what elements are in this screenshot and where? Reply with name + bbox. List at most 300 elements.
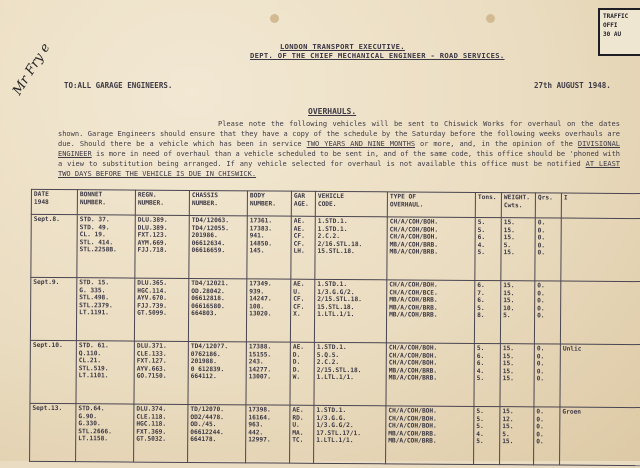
cell-line: U. <box>292 421 300 429</box>
cell-code <box>314 405 386 464</box>
cell-line: 12997. <box>248 436 271 444</box>
cell-line: 15. <box>502 352 515 360</box>
table-row <box>30 340 640 407</box>
cell-code <box>314 279 386 343</box>
cell-line: 2/15.STL.18. <box>316 366 362 374</box>
cell-line: 13020. <box>249 310 272 318</box>
cell-date <box>30 403 76 461</box>
cell-overhaul <box>386 343 474 407</box>
cell-line: STL.519. <box>78 364 109 373</box>
cell-cwts <box>501 218 535 281</box>
cell-garage <box>291 216 315 279</box>
cell-line: Q.110. <box>78 349 102 357</box>
cell-line: DLU.365. <box>137 279 168 287</box>
cell-line: MB/A/COH/BRB. <box>388 367 438 375</box>
cell-line: 5. <box>502 430 510 438</box>
cell-line: 15. <box>503 282 515 290</box>
cell-bonnet <box>76 404 134 462</box>
cell-line: HGC.118. <box>136 420 167 428</box>
cell-line: G.90. <box>78 412 98 420</box>
cell-line: CH/A/COH/BOH. <box>389 218 439 226</box>
cell-line: 06612634. <box>191 239 226 247</box>
cell-line: 17388. <box>248 343 272 351</box>
cell-line: 15. <box>502 367 514 375</box>
cell-code <box>315 216 387 280</box>
header-label: TYPE OF OVERHAUL. <box>389 193 424 209</box>
cell-line: FJJ.739. <box>137 302 167 310</box>
col-cwts <box>501 193 535 218</box>
cell-line: 17349. <box>249 280 272 288</box>
cell-regn <box>134 404 188 462</box>
cell-line: 1.LTL.1/1. <box>316 437 354 445</box>
recipient-line: TO:ALL GARAGE ENGINEERS. <box>64 81 173 90</box>
cell-bonnet <box>76 341 134 404</box>
stamp-line: 30 AU <box>603 31 622 38</box>
cell-extra <box>561 218 640 282</box>
cell-line: 17.STL.17/1. <box>316 429 361 437</box>
col-regn <box>135 190 189 215</box>
cell-bonnet <box>77 215 135 278</box>
cell-line: CF. <box>293 303 305 311</box>
header-label: I <box>563 194 568 202</box>
cell-line: D. <box>292 351 301 359</box>
overhaul-schedule-table <box>29 189 640 466</box>
header-label: WEIGHT. Cwts. <box>503 194 531 209</box>
cell-line: RD. <box>292 414 304 422</box>
cell-extra <box>560 344 640 408</box>
cell-line: Sept.13. <box>32 404 63 413</box>
cell-overhaul <box>387 217 475 281</box>
cell-line: CLE.133. <box>136 350 167 358</box>
cell-line: Sept.9. <box>33 278 60 287</box>
cell-line: 14850. <box>249 240 272 248</box>
cell-line: OD.28042. <box>191 287 225 295</box>
cell-line: D. <box>292 366 301 374</box>
cell-line: GT.5099. <box>137 309 167 318</box>
cell-line: 0. <box>536 375 545 383</box>
letterhead <box>250 42 570 60</box>
cell-line: 1/3.G.G. <box>316 414 347 422</box>
cell-line: 1/3.G.G/2. <box>316 422 354 430</box>
cell-line: 243. <box>248 358 264 366</box>
cell-line: 2.C.2. <box>316 359 340 367</box>
cell-line: 15.STL.18. <box>317 248 355 256</box>
cell-line: HGC.114. <box>137 287 168 295</box>
cell-chassis <box>188 404 246 462</box>
cell-line: CH/A/COH/BOH. <box>388 344 438 352</box>
cell-line: 6. <box>477 297 485 305</box>
cell-line: 664112. <box>190 373 217 381</box>
header-label: BONNET NUMBER. <box>79 191 106 206</box>
cell-line: 2.C.2. <box>317 233 341 241</box>
cell-line: MB/A/COH/BRB. <box>389 296 438 304</box>
cell-body <box>246 342 290 405</box>
cell-regn <box>134 278 188 341</box>
cell-line: MB/A/COH/BRB. <box>389 311 438 320</box>
cell-line: DLU.374. <box>136 405 167 413</box>
cell-body <box>247 216 291 279</box>
cell-extra <box>560 281 640 345</box>
cell-line: CH/A/COH/BCE. <box>389 288 438 297</box>
cell-line: FXT.127. <box>136 357 167 365</box>
col-bonnet <box>77 190 135 215</box>
header-label: DATE 1948 <box>33 190 49 206</box>
cell-line: 5. <box>476 415 484 423</box>
header-label: BODY NUMBER. <box>249 192 276 208</box>
handwritten-note: Mr Fry e <box>10 40 54 98</box>
stamp-line: OFFI <box>603 22 618 29</box>
cell-line: MA. <box>292 429 304 437</box>
cell-line: STD.64. <box>78 405 105 413</box>
cell-line: 442. <box>248 429 264 437</box>
cell-line: 15. <box>502 423 514 431</box>
cell-line: MB/A/COH/BRB. <box>388 437 437 446</box>
cell-tons <box>475 217 501 280</box>
cell-line: 17361. <box>249 217 273 225</box>
paragraph-text: Please note the following vehicles will be sent to Chiswick Works for overhaul on the dates shown. Garage Engineers should ensure that they have a copy of the schedule by the Saturday before the following weeks overhauls are due. Should there be a vehicle which has been in service <box>58 120 620 148</box>
cell-line: 0. <box>536 431 544 439</box>
cell-line: CH/A/COH/BOH. <box>388 422 437 430</box>
cell-line: TD4/120?7. <box>190 342 229 351</box>
cell-chassis <box>188 278 246 341</box>
cell-regn <box>134 341 188 404</box>
cell-line: 0. <box>536 423 544 431</box>
paragraph-emphasis: TWO YEARS AND NINE MONTHS <box>306 140 416 148</box>
col-body <box>247 191 291 216</box>
cell-line: DLU.389. <box>137 224 168 232</box>
cell-line: CF. <box>293 240 305 248</box>
col-vehicle-code <box>315 191 387 217</box>
cell-line: 06612244. <box>190 428 224 436</box>
cell-line: 0. <box>537 297 545 305</box>
cell-line: 0 612839. <box>190 365 225 373</box>
cell-line: 0. <box>537 282 545 290</box>
cell-line: 14247. <box>249 295 272 303</box>
cell-regn <box>135 215 189 278</box>
cell-line: MB/A/COH/BRB. <box>389 248 438 257</box>
table-row <box>31 214 640 281</box>
cell-garage <box>290 279 314 342</box>
cell-line: 15. <box>503 297 515 305</box>
cell-line: 4. <box>476 367 485 375</box>
header-label: Tons. <box>477 193 497 202</box>
cell-line: STL.2258B. <box>79 246 117 254</box>
cell-code <box>314 342 386 406</box>
cell-line: 0. <box>536 345 545 353</box>
cell-line: 0. <box>537 249 546 257</box>
cell-qrs <box>534 281 560 344</box>
cell-line: D. <box>292 358 301 366</box>
cell-tons <box>474 343 500 406</box>
cell-line: CH/A/COH/BOH. <box>389 281 438 289</box>
cell-chassis <box>189 215 247 278</box>
cell-line: CH/A/COH/BOH. <box>389 225 439 234</box>
cell-line: 15155. <box>248 350 272 359</box>
cell-line: 5. <box>503 241 512 249</box>
cell-line: LT.1101. <box>78 372 109 380</box>
cell-line <box>564 220 640 221</box>
cell-line: 06616580. <box>191 302 225 310</box>
letterhead-org: LONDON TRANSPORT EXECUTIVE. <box>280 42 405 51</box>
cell-line: 12. <box>502 415 514 423</box>
col-garage <box>291 191 315 216</box>
cell-line: CL. 19. <box>79 231 106 239</box>
cell-line: 7. <box>477 289 485 297</box>
cell-line: 201986. <box>191 232 218 240</box>
table-row <box>30 403 640 465</box>
cell-tons <box>474 280 500 343</box>
cell-line: 939. <box>249 287 265 296</box>
cell-line: STD. 61. <box>78 342 109 350</box>
letterhead-dept: DEPT. OF THE CHIEF MECHANICAL ENGINEER - ROAD SERVICES. <box>250 51 505 60</box>
cell-line: 5. <box>476 344 485 353</box>
cell-line: 6. <box>476 352 485 360</box>
document-date: 27th AUGUST 1948. <box>534 81 611 90</box>
cell-line: AYV.663. <box>136 365 167 373</box>
cell-date <box>30 340 76 403</box>
col-chassis <box>189 190 247 215</box>
cell-line: STL.498. <box>79 294 110 302</box>
cell-line: AE. <box>293 217 305 225</box>
cell-line: DLU.389. <box>137 216 168 224</box>
cell-line: 108. <box>249 303 265 311</box>
col-tons <box>475 192 501 217</box>
cell-line: 6. <box>477 234 486 242</box>
cell-line: 6. <box>476 360 485 368</box>
cell-line: 664178. <box>190 436 217 444</box>
cell-line: MB/A/COH/BRB. <box>389 304 438 312</box>
cell-line: 15. <box>503 219 515 227</box>
cell-line: 06612818. <box>191 295 225 303</box>
cell-line: LT.1191. <box>79 309 109 317</box>
cell-qrs <box>534 407 560 465</box>
header-label: VEHICLE CODE. <box>317 192 345 208</box>
cell-line: 0. <box>536 415 544 424</box>
cell-line: FXT.369. <box>136 428 167 436</box>
cell-line: 5. <box>476 375 485 383</box>
cell-line: 15. <box>503 226 515 234</box>
cell-line: DLU.371. <box>136 342 167 350</box>
cell-line: 145. <box>249 247 265 255</box>
cell-line: 5. <box>477 249 486 257</box>
cell-garage <box>290 342 314 405</box>
punch-hole <box>486 14 495 23</box>
cell-line: MB/A/COH/BRB. <box>389 241 439 249</box>
cell-line: 0. <box>537 289 545 298</box>
cell-line: 0. <box>537 226 546 235</box>
cell-date <box>30 277 76 340</box>
cell-line: 17398. <box>248 406 271 414</box>
cell-line: 1.STD.1. <box>316 343 347 352</box>
cell-date <box>31 214 77 277</box>
traffic-office-stamp <box>598 8 640 56</box>
cell-line: 941. <box>249 232 265 240</box>
cell-line: 5.Q.5. <box>316 351 340 359</box>
cell-line: 15.STL.18. <box>317 303 355 311</box>
cell-line: STL.2666. <box>78 427 112 436</box>
header-label: GAR AGE. <box>293 192 309 208</box>
cell-line: OD./45. <box>190 421 217 429</box>
cell-line: 15. <box>502 360 514 368</box>
cell-cwts <box>500 281 534 344</box>
cell-line: CH/A/COH/BOH. <box>388 359 438 367</box>
paragraph-emphasis: AT LEAST TWO DAYS BEFORE THE VEHICLE IS DUE IN CHISWICK. <box>58 160 620 178</box>
cell-line: LH. <box>293 248 305 256</box>
cell-line: CH/A/COH/BOH. <box>389 233 439 241</box>
cell-line: TC. <box>292 437 304 445</box>
cell-line: 0. <box>536 438 544 446</box>
handwritten-note-area <box>2 40 54 100</box>
cell-line: 15. <box>502 375 514 383</box>
cell-line: 4. <box>477 241 486 249</box>
col-extra <box>561 193 640 219</box>
cell-line: 1.STD.1. <box>317 217 348 226</box>
cell-line: 1.LTL.1/1. <box>316 374 354 382</box>
cell-line: AE. <box>293 280 305 288</box>
cell-extra <box>560 407 640 466</box>
cell-line: CF. <box>293 232 305 240</box>
punch-hole <box>270 14 279 23</box>
cell-line: 0. <box>537 234 546 242</box>
cell-line: 10. <box>503 304 515 312</box>
cell-line: 0. <box>537 312 545 320</box>
cell-qrs <box>534 344 560 407</box>
cell-qrs <box>535 218 561 281</box>
cell-line: 5. <box>477 226 486 234</box>
header-label: REGN. NUMBER. <box>137 191 164 207</box>
paragraph-text: is more in need of overhaul than a vehicle scheduled to be sent in, and of the same code, this office should be 'phoned with a view to substitution being arranged. If any vehicle selected for overhaul is not available this office must be notified <box>58 150 620 168</box>
cell-line: 15. <box>502 438 514 446</box>
cell-line: 4. <box>476 430 484 438</box>
cell-line: 2/16.STL.18. <box>317 240 363 248</box>
cell-line: 15. <box>502 345 515 353</box>
cell-line: OD2/4478. <box>190 413 224 421</box>
instructions-paragraph <box>58 119 620 179</box>
paragraph-text: or more, and, in the opinion of the <box>415 140 578 148</box>
col-qrs <box>535 193 561 218</box>
cell-line: 1.STD.1. <box>316 406 347 415</box>
cell-garage <box>290 405 314 463</box>
cell-line: GO.7150. <box>136 372 167 381</box>
cell-line <box>563 283 640 284</box>
col-date <box>31 189 77 214</box>
cell-line: 17383. <box>249 224 273 233</box>
cell-line: CH/A/COH/BOH. <box>388 414 437 423</box>
cell-line: CH/A/COH/BOH. <box>388 407 437 415</box>
cell-line: AE. <box>292 343 305 351</box>
table-row <box>30 277 640 344</box>
cell-tons <box>474 406 500 464</box>
cell-body <box>246 405 290 463</box>
cell-cwts <box>500 407 534 465</box>
cell-line: 1.STD.1. <box>317 225 348 233</box>
cell-line: STD. 37. <box>79 216 110 224</box>
cell-line: 5. <box>476 423 484 431</box>
cell-line: 963. <box>248 421 264 429</box>
cell-line: LT.1158. <box>78 435 109 443</box>
cell-line: 06616659. <box>191 247 226 255</box>
cell-line: 0. <box>537 219 546 227</box>
cell-line: TD4/12063. <box>191 216 230 225</box>
cell-line: 8. <box>477 312 485 320</box>
cell-cwts <box>500 344 534 407</box>
cell-line: TD/12070. <box>190 405 224 414</box>
cell-line: STL.2379. <box>79 301 113 310</box>
cell-body <box>246 279 290 342</box>
cell-overhaul <box>386 280 474 344</box>
cell-line: AYV.670. <box>137 294 168 302</box>
cell-line: AE. <box>292 406 304 414</box>
cell-line: 0. <box>536 352 545 361</box>
cell-line: 0. <box>537 242 546 250</box>
cell-line: CF. <box>293 295 305 303</box>
cell-line: 0. <box>537 305 545 313</box>
cell-line: G.330. <box>78 420 101 428</box>
cell-line: Unlic <box>562 345 582 353</box>
cell-line: 5. <box>477 218 486 227</box>
cell-line: 201988. <box>190 358 217 366</box>
cell-line: 15. <box>503 234 515 242</box>
cell-chassis <box>188 341 246 404</box>
cell-line: 664803. <box>191 310 218 318</box>
cell-line: STD. 49. <box>79 223 110 231</box>
cell-line: 0. <box>536 368 545 376</box>
cell-line: 15. <box>503 289 515 297</box>
cell-line: TD4/12021. <box>191 279 229 288</box>
cell-line: 14277. <box>248 366 272 374</box>
cell-line: 5. <box>503 312 511 320</box>
cell-line: 15. <box>502 408 514 416</box>
cell-line: X. <box>293 311 301 319</box>
header-label: Qrs. <box>537 194 553 202</box>
cell-line: MB/A/COH/BRB. <box>388 374 438 383</box>
cell-line: FJJ.718. <box>137 246 168 255</box>
cell-line: MB/A/COH/BRB. <box>388 430 437 438</box>
cell-overhaul <box>386 406 474 465</box>
cell-line: 1.STD.1. <box>317 280 348 289</box>
cell-line: CL.21. <box>78 357 102 365</box>
header-label: CHASSIS NUMBER. <box>191 191 219 207</box>
cell-line: G. 335. <box>79 286 106 294</box>
cell-line: 0. <box>536 408 544 416</box>
document-title: OVERHAULS. <box>308 107 357 116</box>
cell-line: W. <box>292 374 301 382</box>
cell-line: CLE.118. <box>136 413 167 421</box>
cell-line: TD4/12055. <box>191 224 229 232</box>
paragraph-emphasis: DIVISIONAL ENGINEER <box>58 140 621 158</box>
col-type-overhaul <box>387 192 475 218</box>
cell-line: U. <box>293 288 301 296</box>
cell-line: CH/A/COH/BOH. <box>388 351 438 360</box>
cell-line: 16164. <box>248 413 271 422</box>
cell-line: 0762186. <box>190 350 221 358</box>
cell-line: STD. 15. <box>79 279 110 287</box>
cell-line: 1.LTL.1/1. <box>317 311 355 319</box>
cell-line: Sept.8. <box>33 215 60 224</box>
cell-line: AE. <box>293 225 305 233</box>
cell-line: 6. <box>477 281 485 290</box>
overhaul-schedule-table-wrap <box>29 189 640 468</box>
cell-line: 15. <box>503 249 515 257</box>
cell-line: AYM.669. <box>137 239 168 247</box>
cell-line: STL. 414. <box>79 238 114 247</box>
cell-line: 0. <box>536 360 545 368</box>
cell-line: GT.5032. <box>136 435 167 444</box>
cell-line: 2/15.STL.18. <box>317 296 362 304</box>
cell-line: Groen <box>562 408 582 416</box>
cell-line: 13007. <box>248 373 272 381</box>
cell-line: FXT.123. <box>137 231 168 239</box>
